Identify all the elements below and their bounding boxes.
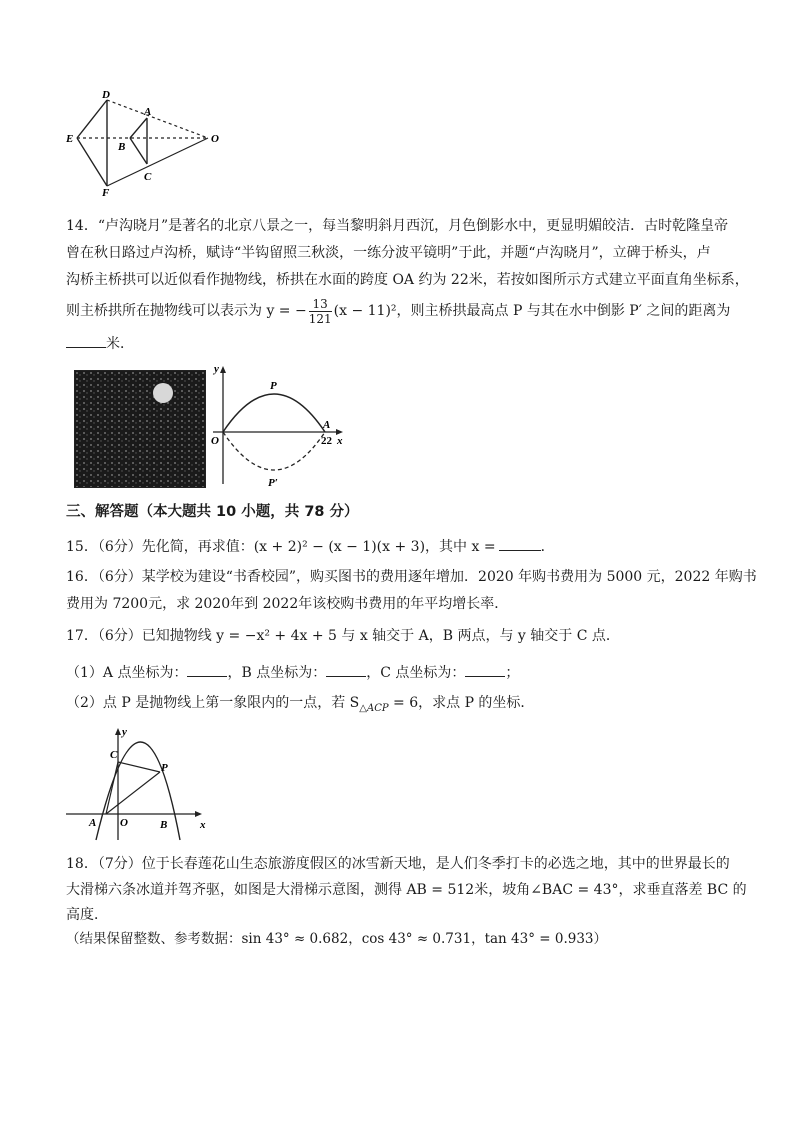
q17-part-1-c: ，C 点坐标为： <box>366 665 466 681</box>
q18-line-4: （结果保留整数、参考数据：sin 43° ≈ 0.682，cos 43° ≈ 0.731，tan 43° = 0.933） <box>66 931 608 947</box>
q17-part-2-pre: （2）点 P 是抛物线上第一象限内的一点，若 S <box>66 695 360 711</box>
q17-part-2 <box>66 694 534 718</box>
segment-BC <box>130 138 147 164</box>
label-B: B <box>118 141 126 153</box>
label-x: x <box>337 435 343 447</box>
label-C: C <box>110 749 118 761</box>
y-axis-arrow-icon <box>115 728 121 735</box>
label-D: D <box>102 89 110 101</box>
q17-part-1-end: ； <box>505 665 520 681</box>
q15-text: 15．（6分）先化简，再求值：(x + 2)² − (x − 1)(x + 3)，其中 x = <box>66 539 496 555</box>
label-B: B <box>160 819 168 831</box>
answer-blank-q17-C[interactable] <box>465 662 505 677</box>
answer-blank-q17-A[interactable] <box>187 662 227 677</box>
label-y: y <box>122 726 127 738</box>
q17-part-2-post: = 6，求点 P 的坐标． <box>388 695 535 711</box>
answer-blank-q17-B[interactable] <box>326 662 366 677</box>
label-P: P <box>161 762 168 774</box>
q18-line-3: 高度． <box>66 907 108 923</box>
geometry-figure-13 <box>62 88 222 196</box>
parabola-curve <box>96 742 180 840</box>
q14-line-2: 曾在秋日路过卢沟桥，赋诗“半钩留照三秋淡，一练分波平镜明”于此，并题“卢沟晓月”，立碑于桥头，卢 <box>66 245 711 261</box>
bridge-night-photo <box>74 370 206 488</box>
q14-line-4-post: (x − 11)²，则主桥拱最高点 P 与其在水中倒影 P′ 之间的距离为 <box>333 303 731 319</box>
fraction-numerator: 13 <box>309 297 332 312</box>
label-y: y <box>214 363 219 375</box>
parabola-figure-17 <box>62 724 212 842</box>
q18-line-2: 大滑梯六条冰道并驾齐驱，如图是大滑梯示意图，测得 AB = 512米，坡角∠BAC = 43°，求垂直落差 BC 的 <box>66 882 747 898</box>
fraction-denominator: 121 <box>308 311 332 326</box>
segment-DO <box>107 100 208 138</box>
bridge-arch-curve <box>223 394 325 432</box>
label-O: O <box>120 817 128 829</box>
answer-blank-q15[interactable] <box>499 536 541 551</box>
q14-unit: 米． <box>106 336 134 352</box>
q17-part-1-b: ，B 点坐标为： <box>227 665 327 681</box>
q17-part-1 <box>66 662 519 682</box>
q14-line-5 <box>66 333 134 353</box>
label-x: x <box>200 819 206 831</box>
reflection-curve <box>223 432 325 470</box>
moon-icon <box>153 383 173 403</box>
label-A: A <box>323 419 331 431</box>
segment-BA <box>130 118 147 138</box>
label-E: E <box>66 133 74 145</box>
q14-line-3: 沟桥主桥拱可以近似看作抛物线，桥拱在水面的跨度 OA 约为 22米，若按如图所示方式建立平面直角坐标系， <box>66 272 749 288</box>
fraction-13-121 <box>309 297 332 326</box>
x-axis-arrow-icon <box>195 811 202 817</box>
label-A: A <box>89 817 97 829</box>
label-P-prime: P′ <box>268 477 278 489</box>
q17-part-1-a: （1）A 点坐标为： <box>66 665 188 681</box>
label-F: F <box>102 187 110 196</box>
label-C: C <box>144 171 152 183</box>
q15-line <box>66 536 555 556</box>
answer-blank-q14[interactable] <box>66 333 106 348</box>
segment-EF <box>77 138 107 186</box>
q14-line-4-pre: 则主桥拱所在抛物线可以表示为 y = − <box>66 303 307 319</box>
q16-line-1: 16．（6分）某学校为建设“书香校园”，购买图书的费用逐年增加．2020 年购书费用为 5000 元，2022 年购书 <box>66 569 757 585</box>
label-O: O <box>211 133 219 145</box>
y-axis-arrow-icon <box>220 366 226 373</box>
q14-line-4 <box>66 294 730 328</box>
label-O: O <box>211 435 219 447</box>
segment-ED <box>77 100 107 138</box>
segment-CP <box>118 762 160 772</box>
photo-texture <box>75 371 205 487</box>
section-3-heading: 三、解答题（本大题共 10 小题，共 78 分） <box>66 504 359 520</box>
q16-line-2: 费用为 7200元，求 2020年到 2022年该校购书费用的年平均增长率． <box>66 596 509 612</box>
parabola-figure-14 <box>205 362 355 490</box>
q17-line-1: 17．（6分）已知抛物线 y = −x² + 4x + 5 与 x 轴交于 A，B 两点，与 y 轴交于 C 点． <box>66 628 620 644</box>
label-22: 22 <box>321 435 332 447</box>
label-P: P <box>270 380 277 392</box>
q17-triangle-subscript: △ACP <box>359 702 389 714</box>
q15-end: ． <box>540 539 555 555</box>
q14-line-1: 14．“卢沟晓月”是著名的北京八景之一，每当黎明斜月西沉，月色倒影水中，更显明媚皎洁．古时乾隆皇帝 <box>66 218 729 234</box>
label-A: A <box>144 106 152 118</box>
q18-line-1: 18．（7分）位于长春莲花山生态旅游度假区的冰雪新天地，是人们冬季打卡的必选之地，其中的世界最长的 <box>66 856 730 872</box>
